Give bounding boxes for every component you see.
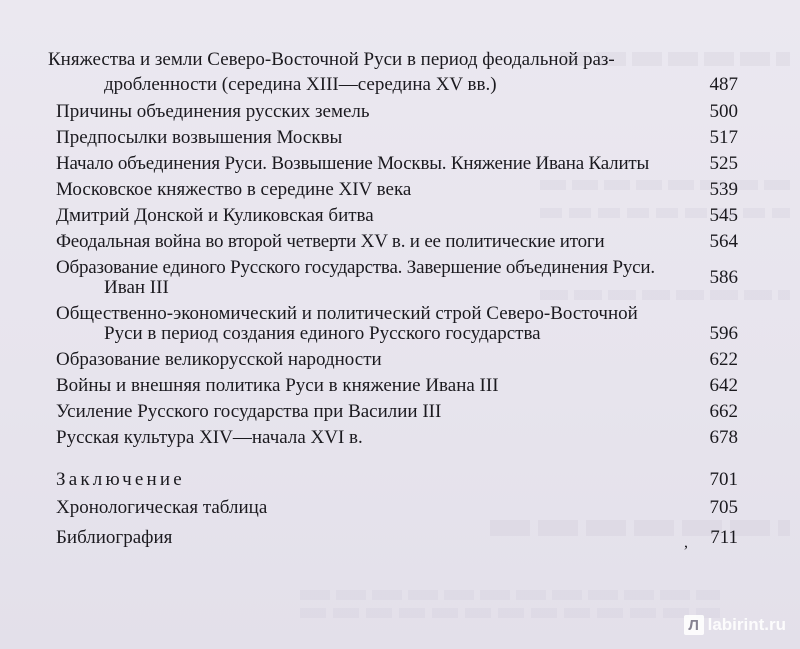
stray-mark: , xyxy=(684,534,688,551)
toc-entry-title: дробленности (середина XIII—середина XV вв.) xyxy=(104,74,497,95)
toc-page-number: 622 xyxy=(709,349,738,370)
toc-page-number: 711 xyxy=(710,527,738,548)
toc-entry-title: Образование единого Русского государства. Завершение объединения Руси. xyxy=(56,257,655,278)
toc-entry-title: Усиление Русского государства при Василии III xyxy=(56,401,442,422)
watermark-text: labirint.ru xyxy=(707,615,786,634)
toc-entry-title: Библиография xyxy=(56,527,173,548)
toc-entry-title: Начало объединения Руси. Возвышение Москвы. Княжение Ивана Калиты xyxy=(56,153,650,174)
toc-entry-title: Войны и внешняя политика Руси в княжение Ивана III xyxy=(56,375,499,396)
toc-page-number: 487 xyxy=(709,74,738,95)
toc-page-number: 539 xyxy=(709,179,738,200)
toc-page-number: 586 xyxy=(709,267,738,288)
toc-page-number: 500 xyxy=(709,101,738,122)
toc-entry-title: Причины объединения русских земель xyxy=(56,101,370,122)
watermark xyxy=(684,615,786,635)
toc-entry-title: Русская культура XIV—начала XVI в. xyxy=(56,427,363,448)
toc-entry-title: Княжества и земли Северо-Восточной Руси в период феодальной раз- xyxy=(48,49,615,70)
toc-entry-title: Московское княжество в середине XIV века xyxy=(56,179,412,200)
toc-entry-title: Дмитрий Донской и Куликовская битва xyxy=(56,205,374,226)
toc-entry-title: Феодальная война во второй четверти XV в. и ее политические итоги xyxy=(56,231,605,252)
labirint-logo-icon: Л xyxy=(684,615,704,635)
toc-page-number: 705 xyxy=(709,497,738,518)
toc-page-number: 564 xyxy=(709,231,738,252)
toc-entry-title: Хронологическая таблица xyxy=(56,497,268,518)
toc-page-number: 642 xyxy=(709,375,738,396)
toc-page-number: 545 xyxy=(709,205,738,226)
toc-page-number: 678 xyxy=(709,427,738,448)
toc-page-number: 525 xyxy=(709,153,738,174)
toc-entry-title: Образование великорусской народности xyxy=(56,349,382,370)
toc-page-number: 596 xyxy=(709,323,738,344)
toc-entry-title: Руси в период создания единого Русского государства xyxy=(104,323,541,344)
toc-page-number: 662 xyxy=(709,401,738,422)
toc-page-number: 701 xyxy=(709,469,738,490)
toc-entry-title: Общественно-экономический и политический строй Северо-Восточной xyxy=(56,303,638,324)
toc-entry-title: Предпосылки возвышения Москвы xyxy=(56,127,343,148)
toc-page-number: 517 xyxy=(709,127,738,148)
toc-entry-title: Заключение xyxy=(56,469,185,490)
toc-entry-title: Иван III xyxy=(104,277,169,298)
